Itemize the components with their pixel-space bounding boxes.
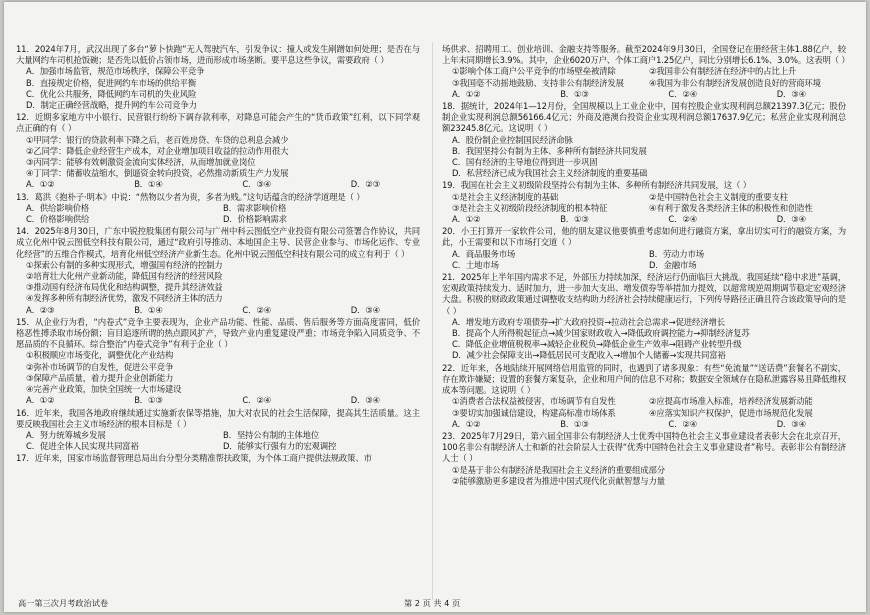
answer-choices — [442, 419, 846, 430]
answer-choice: B．①③ — [560, 418, 589, 429]
exam-sheet — [4, 2, 866, 612]
option-grid — [442, 192, 846, 214]
answer-choice: D．③④ — [776, 418, 806, 429]
question-stem: 12．近期多家地方中小银行、民营银行纷纷下调存款利率，对降息可能会产生的“货币政策”红利，以下同学观点正确的有（ ） — [16, 112, 420, 134]
answer-choice: A．供给影响价格 — [26, 202, 90, 213]
question-option: ④有利于激发各类经济主体的积极性和创造性 — [649, 202, 813, 213]
answer-choice: C．促进全体人民实现共同富裕 — [26, 441, 139, 452]
question-option: ②能够激励更多建设者为推进中国式现代化贡献智慧与力量 — [452, 475, 665, 486]
question-block — [16, 317, 420, 407]
question-stem: 15．从企业行为看，“内卷式”竞争主要表现为，企业产品功能、性能、品质、售后服务等方面高度雷同，低价格恶性搏杀取市场份额；盲目追逐所谓的热点跟风扩产，导致产业内重复建设严重；市场竞争陷入同质竞争、不愿品质的不良循环。综合整治“内卷式竞争”有利于企业（ ） — [16, 316, 420, 350]
question-stem: 22．近年来，各地陆续开展网络信用监管的同时，也遇到了诸多现象：有些“免流量”“送话费”套餐名不副实，存在欺诈嫌疑；设置的套餐方案复杂，企业和用户间的信息不对称；数据安全领域存在隐私泄露容易且降低维权成本等问题。这说明（ ） — [442, 362, 846, 396]
question-block — [16, 408, 420, 453]
answer-choices — [16, 305, 420, 316]
question-option: ①探索公有制的多种实现形式，增强国有经济的控制力 — [26, 259, 223, 270]
right-column — [442, 44, 850, 488]
question-block — [16, 44, 420, 111]
question-stem: 16．近年来，我国各地政府继续通过实施新农保等措施，加大对农民的社会生活保障，提高其生活质量。这主要反映我国社会主义市场经济的根本目标是（ ） — [16, 407, 420, 429]
question-option: ①影响个体工商户公平竞争的市场壁垒被清除 — [452, 66, 616, 77]
answer-choice: C．②④ — [668, 214, 698, 225]
question-stem: 11．2024年7月，武汉出现了多台“萝卜快跑”无人驾驶汽车，引发争议：撞人或发生剐蹭如何处理；是否在与大量网约车司机抢饭碗；是否先以低价占领市场，进而形成市场垄断。要平息这些争议，需要政府（ ） — [16, 44, 420, 66]
question-block — [442, 44, 850, 100]
option-grid — [442, 66, 846, 88]
question-block — [16, 192, 420, 226]
answer-choice: B．①③ — [560, 88, 589, 99]
answer-choice: B．坚持公有制的主体地位 — [223, 429, 320, 440]
answer-choice: A．①② — [452, 214, 481, 225]
question-block — [442, 431, 846, 487]
answer-choice: C．②④ — [668, 418, 698, 429]
answer-choice: A．商品服务市场 — [452, 248, 516, 259]
answer-choice: A．①② — [26, 395, 55, 406]
answer-choice: C．②④ — [242, 304, 272, 315]
question-block — [442, 363, 846, 430]
question-option: ④发挥多种所有制经济优势，激发不同经济主体的活力 — [26, 293, 223, 304]
answer-choice: A．②③ — [26, 304, 55, 315]
question-option: ④丁同学：储蓄收益缩水，倒逼资金转向投资，必然推动新质生产力发展 — [26, 168, 289, 179]
answer-choice: A．①② — [26, 179, 55, 190]
question-option: ①消费者合法权益被侵害，市场调节有自发性 — [452, 396, 616, 407]
question-stem: 13．葛洪《抱朴子·明本》中说：“然物以少者为贵，多者为贱。”这句话蕴含的经济学道理是（ ） — [16, 191, 365, 202]
question-block — [16, 112, 420, 190]
answer-choice: B．需求影响价格 — [223, 202, 287, 213]
question-option: ①积极顺应市场变化，调整优化产业结构 — [26, 350, 174, 361]
question-option: ④完善产业政策，加快全国统一大市场建设 — [26, 384, 182, 395]
column-divider — [432, 42, 433, 600]
answer-choice: C．②④ — [668, 88, 698, 99]
answer-choice: D．价格影响需求 — [223, 214, 287, 225]
question-block — [442, 180, 846, 225]
question-option: ①甲同学：银行的贷款利率下降之后，老百姓房贷、车贷的总利息会减少 — [26, 134, 289, 145]
answer-choice: D．②③ — [350, 179, 380, 190]
answer-choice: D．③④ — [350, 304, 380, 315]
question-block — [16, 226, 420, 316]
answer-choices — [442, 89, 846, 100]
question-option: ③要切实加强诚信建设，构建高标准市场体系 — [452, 407, 616, 418]
question-option: ②应提高市场准入标准，培养经济发展新动能 — [649, 396, 813, 407]
question-stem: 20．小王打算开一家软件公司，他的朋友建议他要慎重考虑如何进行融资方案，拿出切实可行的融资方案，为此，小王需要和以下市场打交道（ ） — [442, 226, 846, 248]
question-option: ②是中国特色社会主义制度的重要支柱 — [649, 191, 788, 202]
answer-choice: C．土地市场 — [452, 259, 499, 270]
question-option: A．加强市场监管，规范市场秩序，保障公平竞争 — [26, 66, 205, 77]
answer-choice: D．能够实行强有力的宏观调控 — [223, 441, 337, 452]
question-block — [442, 101, 846, 179]
question-stem: 18．据统计，2024年1—12月份，全国规模以上工业企业中，国有控股企业实现利润总额21397.3亿元；股份制企业实现利润总额56166.4亿元；外商及港澳台投资企业实现利润总额17637.9亿元；私营企业实现利润总额23245.8亿元。这说明（ ） — [442, 101, 846, 134]
question-option: ②乙同学：降低企业经营生产成本，对企业增加项目收益的拉动作用很大 — [26, 145, 289, 156]
footer-title: 高一第三次月考政治试卷 — [18, 598, 109, 608]
answer-choice: A．①② — [452, 88, 481, 99]
question-stem: 17．近年来，国家市场监督管理总局出台分型分类精准帮扶政策，为个体工商户提供法规政策、市 — [16, 453, 372, 464]
answer-choice: B．①③ — [560, 214, 589, 225]
question-option: ①是基于非公有制经济是我国社会主义经济的重要组成部分 — [452, 464, 665, 475]
question-option: B．我国坚持公有制为主体、多种所有制经济共同发展 — [452, 145, 647, 156]
question-option: ③是社会主义初级阶段经济制度的根本特征 — [452, 202, 608, 213]
answer-choice: D．③④ — [350, 395, 380, 406]
question-option: ④应落实知识产权保护，促进市场规范化发展 — [649, 407, 813, 418]
question-option: ③推动国有经济布局优化和结构调整，提升其经济效益 — [26, 282, 223, 293]
answer-choice: D．③④ — [776, 214, 806, 225]
question-option: C．降低企业增值税税率→减轻企业税负→降低企业生产效率→阻碍产业转型升级 — [452, 339, 742, 350]
question-stem: 场供求、招聘用工、创业培训、金融支持等服务。截至2024年9月30日，全国登记在册经营主体1.88亿户，较上年末同期增长3.9%。其中，企业6020万户、个体工商户1.25亿户，同比分别增长6.1%、3.0%。这表明（ ） — [442, 44, 850, 66]
answer-choice: C．③④ — [242, 179, 272, 190]
question-option: B．直接规定价格，促进网约车市场的供给平衡 — [26, 77, 197, 88]
answer-choice: B．①③ — [134, 395, 163, 406]
footer-page-number: 第 2 页 共 4 页 — [404, 598, 461, 608]
question-option: ②培育壮大化州产业新动能，降低国有经济的经营风险 — [26, 271, 223, 282]
answer-choice: B．①④ — [134, 304, 163, 315]
question-option: D．减少社会保障支出→降低居民可支配收入→增加个人储蓄→实现共同富裕 — [452, 350, 726, 361]
answer-choice: D．③④ — [776, 88, 806, 99]
question-option: ③保障产品质量，着力提升企业创新能力 — [26, 372, 174, 383]
question-option: B．提高个人所得税起征点→减少国家财政收入→降低政府调控能力→抑制经济复苏 — [452, 328, 750, 339]
question-block — [16, 453, 420, 464]
question-block — [442, 226, 846, 271]
question-block — [442, 272, 846, 362]
answer-grid — [16, 203, 420, 225]
question-option: A．股份制企业控制国民经济命脉 — [452, 134, 573, 145]
answer-choice: C．价格影响供给 — [26, 214, 90, 225]
question-option: ②我国非公有制经济在经济中的占比上升 — [649, 66, 797, 77]
question-option: ②弥补市场调节的自发性，促进公平竞争 — [26, 361, 174, 372]
question-option: ①是社会主义经济制度的基础 — [452, 191, 559, 202]
answer-grid — [16, 430, 420, 452]
question-stem: 14．2025年8月30日，广东中锐控股集团有限公司与广州中科云图低空产业投资有限公司签署合作协议，共同成立化州中锐云图低空科技有限公司，通过“政府引导推动、本地国企主导、民营企业参与、市场化运作、专业化经营”的五维合作模式，培育化州低空经济产业新生态。化州中锐云图低空科技有限公司的成立有利于（ ） — [16, 226, 420, 259]
question-stem: 23．2025年7月29日，第六届全国非公有制经济人士优秀中国特色社会主义事业建设者表彰大会在北京召开，100名非公有制经济人士和新的社会阶层人士获得“优秀中国特色社会主义事业建设者”称号。表彰非公有制经济人士（ ） — [442, 430, 846, 464]
question-option: ③丙同学：能够有效刺激资金流向实体经济，从而增加就业岗位 — [26, 157, 256, 168]
question-option: A．增发地方政府专项债券→扩大政府投资→拉动社会总需求→促进经济增长 — [452, 316, 725, 327]
answer-choice: B．①④ — [134, 179, 163, 190]
answer-choices — [16, 395, 420, 406]
question-option: C．优化公共服务，降低网约车司机的失业风险 — [26, 88, 197, 99]
question-option: ③我国毫不动摇地鼓励、支持非公有制经济发展 — [452, 77, 624, 88]
answer-choices — [16, 179, 420, 190]
answer-choice: C．②④ — [242, 395, 272, 406]
question-stem: 21．2025年上半年国内需求不足，外部压力持续加深，经济运行仍面临巨大挑战。我国延续“稳中求进”基调，宏观政策持续发力、适时加力，进一步加大支出、增发债券等举措加力提效，以超常规逆周期调节稳定宏观经济大盘。积极的财政政策通过调整收支结构助力经济社会持续健康运行，下列传导路径正确且符合该政策导向的是（ ） — [442, 272, 846, 316]
option-grid — [442, 396, 846, 418]
answer-choice: A．努力统筹城乡发展 — [26, 429, 106, 440]
answer-choice: A．①② — [452, 418, 481, 429]
question-option: D．制定正确经营战略，提升网约车公司竞争力 — [26, 100, 197, 111]
answer-choice: B．劳动力市场 — [649, 248, 704, 259]
question-option: ④我国为非公有制经济发展创造良好的营商环境 — [649, 77, 821, 88]
question-option: C．国有经济的主导地位得到进一步巩固 — [452, 157, 598, 168]
question-stem: 19．我国在社会主义初级阶段坚持公有制为主体、多种所有制经济共同发展，这（ ） — [442, 180, 751, 191]
question-option: D．私营经济已成为我国社会主义经济制度的重要基础 — [452, 168, 648, 179]
answer-choice: D．金融市场 — [649, 259, 697, 270]
left-column — [16, 44, 420, 466]
answer-choices — [442, 214, 846, 225]
answer-grid — [442, 249, 846, 271]
